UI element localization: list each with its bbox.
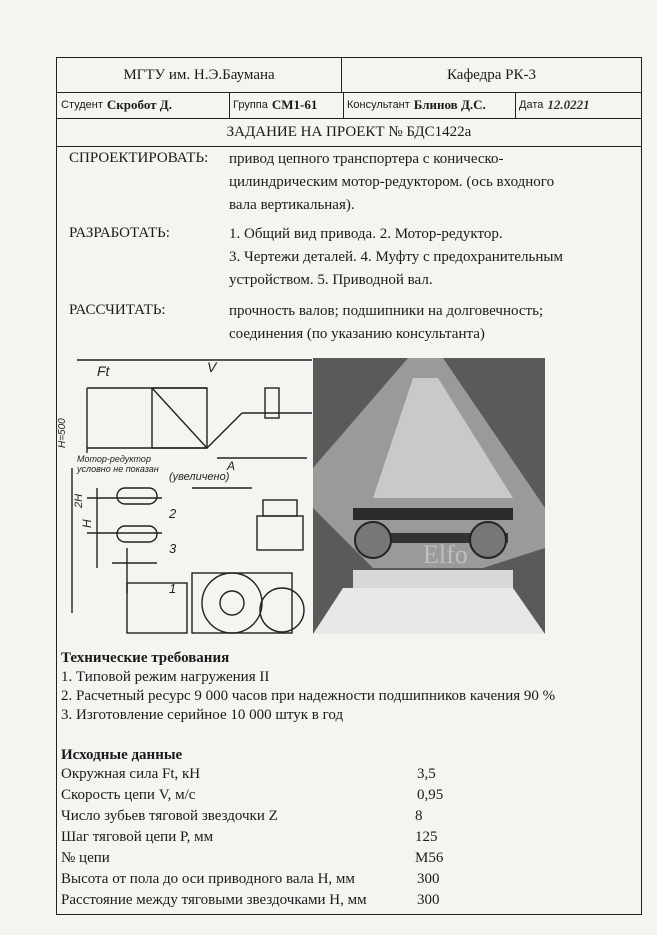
department-name: Кафедра РК-3 bbox=[446, 66, 537, 83]
student-value: Скробот Д. bbox=[106, 97, 172, 112]
consultant-label: Консультант bbox=[347, 99, 410, 111]
source-row-label: Расстояние между тяговыми звездочками H, мм bbox=[61, 892, 367, 908]
calc-line-1: прочность валов; подшипники на долговечность; bbox=[229, 303, 544, 319]
requirement-3: 3. Изготовление серийное 10 000 штук в год bbox=[61, 707, 344, 723]
conveyor-photo bbox=[313, 358, 545, 634]
requirement-1: 1. Типовой режим нагружения II bbox=[61, 669, 270, 685]
source-row-value: 0,95 bbox=[417, 787, 444, 803]
source-data-title: Исходные данные bbox=[61, 747, 183, 763]
student-label: Студент bbox=[61, 99, 103, 111]
conveyor-photo-graphic bbox=[313, 358, 545, 634]
motor-note-1: Мотор-редуктор bbox=[77, 454, 151, 464]
info-row bbox=[57, 92, 641, 119]
num-3: 3 bbox=[169, 541, 177, 556]
requirement-2: 2. Расчетный ресурс 9 000 часов при надежности подшипников качения 90 % bbox=[61, 688, 556, 704]
num-1: 1 bbox=[169, 581, 177, 596]
watermark-text: Elfo bbox=[423, 540, 468, 569]
design-line-2: цилиндрическим мотор-редуктором. (ось входного bbox=[229, 174, 555, 190]
design-line-3: вала вертикальная). bbox=[229, 197, 355, 213]
consultant-cell bbox=[343, 92, 516, 118]
design-content bbox=[229, 148, 629, 217]
calc-content bbox=[229, 300, 629, 346]
calc-label: РАССЧИТАТЬ: bbox=[69, 302, 166, 318]
num-2: 2 bbox=[169, 506, 177, 521]
date-value: 12.0221 bbox=[547, 97, 590, 112]
design-line-1: привод цепного транспортера с коническо- bbox=[229, 151, 504, 167]
motor-note-2: условно не показан bbox=[77, 464, 159, 474]
group-label: Группа bbox=[233, 99, 268, 111]
consultant-value: Блинов Д.С. bbox=[413, 97, 486, 112]
develop-line-2: 3. Чертежи деталей. 4. Муфту с предохранительным bbox=[229, 249, 563, 265]
source-row-label: Высота от пола до оси приводного вала H, мм bbox=[61, 871, 355, 887]
source-row-value: 3,5 bbox=[417, 766, 436, 782]
develop-content bbox=[229, 223, 629, 292]
ft-label: Ft bbox=[97, 363, 110, 379]
source-row-value: 300 bbox=[417, 892, 440, 908]
h-label: H bbox=[80, 519, 94, 528]
source-row-value: М56 bbox=[415, 850, 444, 866]
h500-label: H=500 bbox=[57, 418, 68, 448]
source-row-value: 125 bbox=[415, 829, 438, 845]
source-row-label: Скорость цепи V, м/с bbox=[61, 787, 196, 803]
date-cell bbox=[515, 92, 641, 118]
source-row-label: № цепи bbox=[61, 850, 110, 866]
source-row-label: Шаг тяговой цепи P, мм bbox=[61, 829, 214, 845]
student-cell bbox=[57, 92, 230, 118]
develop-line-1: 1. Общий вид привода. 2. Мотор-редуктор. bbox=[229, 226, 503, 242]
task-title: ЗАДАНИЕ НА ПРОЕКТ № БДС1422а bbox=[57, 118, 641, 147]
v-label: V bbox=[207, 359, 217, 375]
source-row-value: 300 bbox=[417, 871, 440, 887]
calc-line-2: соединения (по указанию консультанта) bbox=[229, 326, 485, 342]
enlarged-label: (увеличено) bbox=[169, 471, 230, 483]
develop-line-3: устройством. 5. Приводной вал. bbox=[229, 272, 433, 288]
university-name: МГТУ им. Н.Э.Баумана bbox=[57, 58, 342, 92]
group-cell bbox=[229, 92, 344, 118]
develop-label: РАЗРАБОТАТЬ: bbox=[69, 225, 170, 241]
group-value: СМ1-61 bbox=[271, 97, 318, 112]
source-row-value: 8 bbox=[415, 808, 423, 824]
requirements-title: Технические требования bbox=[61, 650, 230, 666]
header-row bbox=[57, 58, 641, 93]
assignment-sheet bbox=[56, 57, 642, 915]
view-a-label: A bbox=[227, 459, 236, 473]
source-row-label: Окружная сила Ft, кН bbox=[61, 766, 201, 782]
design-label: СПРОЕКТИРОВАТЬ: bbox=[69, 150, 209, 166]
h2-label: 2H bbox=[73, 493, 85, 508]
source-row-label: Число зубьев тяговой звездочки Z bbox=[61, 808, 278, 824]
date-label: Дата bbox=[519, 99, 544, 111]
kinematic-scheme-drawing bbox=[57, 348, 313, 648]
